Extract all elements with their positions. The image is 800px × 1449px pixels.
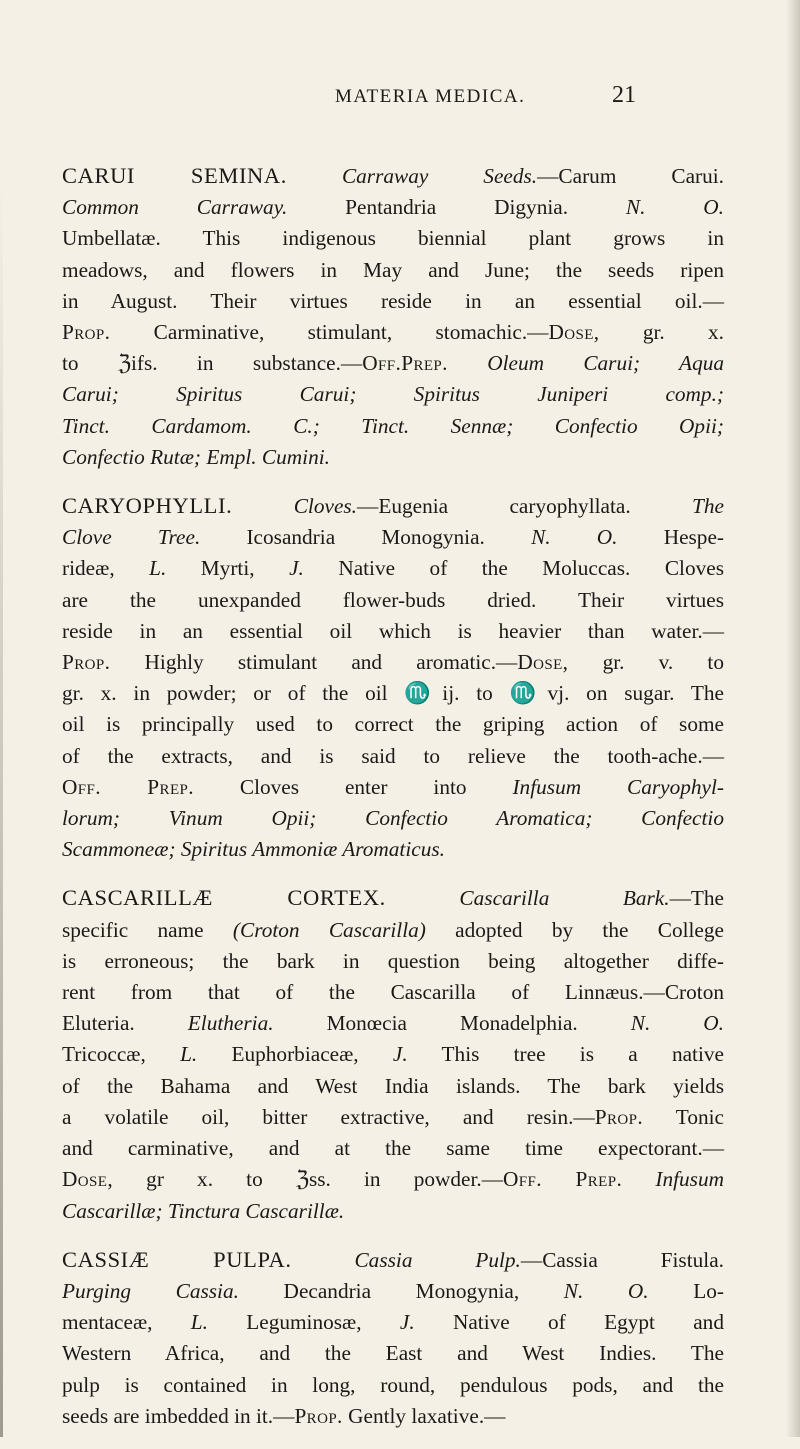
text-run: Hespe- — [617, 525, 725, 550]
entry-headword: CARYOPHYLLI. — [62, 493, 233, 519]
text-run: gr x. to ℨss. in powder.— — [113, 1167, 504, 1192]
text-run: Leguminosæ, — [207, 1310, 400, 1335]
text-line — [62, 223, 724, 254]
italic-text: N. O. — [563, 1278, 649, 1303]
text-line — [62, 678, 724, 709]
text-run — [287, 164, 342, 188]
text-line — [62, 411, 724, 442]
text-line — [62, 1071, 724, 1102]
text-line — [62, 1244, 724, 1276]
text-line — [62, 946, 724, 977]
entry-cassiae — [62, 1244, 724, 1432]
text-line — [62, 348, 724, 379]
text-run: reside in an essential oil which is heavier than water.— — [62, 618, 724, 643]
text-line — [62, 647, 724, 678]
text-run: Icosandria Monogynia. — [200, 525, 532, 550]
text-run — [622, 1167, 655, 1191]
italic-text: Elutheria. — [187, 1011, 274, 1036]
text-line — [62, 442, 724, 473]
italic-text: Scammoneæ; Spiritus Ammoniæ Aromaticus. — [62, 837, 445, 862]
text-line — [62, 585, 724, 616]
text-run: Native of the Moluccas. Cloves — [303, 556, 724, 581]
section-label: Dose, — [517, 650, 569, 675]
italic-text: Tinct. Cardamom. C.; Tinct. Sennæ; Confectio Opii; — [62, 413, 724, 438]
italic-text: Cloves. — [293, 494, 358, 519]
text-run: a volatile oil, bitter extractive, and resin.— — [62, 1104, 595, 1129]
italic-text: L. — [190, 1310, 208, 1335]
entry-cascarillae — [62, 882, 724, 1226]
section-label: Off.Prep. — [362, 351, 448, 376]
text-run: Euphorbiaceæ, — [197, 1042, 393, 1067]
text-line — [62, 490, 724, 522]
section-label: Prop. — [594, 1104, 644, 1129]
text-line — [62, 1307, 724, 1338]
italic-text: (Croton Cascarilla) — [232, 917, 426, 942]
text-line — [62, 1133, 724, 1164]
italic-text: Carraway Seeds. — [341, 164, 538, 188]
text-run: of the extracts, and is said to relieve the tooth-ache.— — [62, 743, 724, 768]
text-run — [386, 886, 460, 910]
text-run: gr. x. in powder; or of the oil ♏ij. to ♏vj. on sugar. The — [62, 681, 724, 706]
text-run: are the unexpanded flower-buds dried. Their virtues — [62, 587, 724, 612]
text-line — [62, 1102, 724, 1133]
text-line — [62, 834, 724, 865]
text-line — [62, 286, 724, 317]
text-line — [62, 709, 724, 740]
text-run: gr. v. to — [568, 650, 724, 675]
text-run: Monœcia Monadelphia. — [273, 1011, 631, 1036]
text-line — [62, 741, 724, 772]
text-run: of the Bahama and West India islands. The bark yields — [62, 1073, 724, 1098]
text-run: Tonic — [643, 1104, 724, 1129]
text-run: Lo- — [648, 1278, 724, 1303]
text-run: Gently laxative.— — [342, 1403, 506, 1428]
text-run: meadows, and flowers in May and June; the seeds ripen — [62, 257, 724, 282]
text-run: —Carum Carui. — [537, 164, 724, 188]
section-label: Prop. — [62, 320, 111, 345]
text-run: pulp is contained in long, round, pendulous pods, and the — [62, 1372, 724, 1397]
italic-text: N. O. — [625, 195, 724, 220]
text-run: to ℨifs. in substance.— — [62, 351, 363, 376]
italic-text: Cascarilla Bark. — [459, 886, 670, 911]
section-label: Prop. — [62, 650, 111, 675]
text-run: —Eugenia caryophyllata. — [357, 494, 693, 519]
text-line — [62, 1008, 724, 1039]
text-run: seeds are imbedded in it.— — [62, 1403, 295, 1428]
section-label: Off. Prep. — [62, 774, 194, 799]
text-line — [62, 1164, 724, 1195]
text-line — [62, 317, 724, 348]
text-run: Umbellatæ. This indigenous biennial plant grows in — [62, 226, 724, 251]
italic-text: Clove Tree. — [62, 525, 201, 550]
text-line — [62, 192, 724, 223]
text-run: Tricoccæ, — [62, 1042, 181, 1067]
italic-text: J. — [289, 556, 304, 581]
entry-headword: CASSIÆ PULPA. — [62, 1246, 292, 1272]
italic-text: N. O. — [630, 1011, 725, 1036]
text-run: Carminative, stimulant, stomachic.— — [110, 320, 549, 345]
page-number: 21 — [612, 82, 636, 108]
entry-carui — [62, 160, 724, 473]
text-run: gr. x. — [599, 320, 725, 345]
text-run: rideæ, — [62, 556, 150, 581]
text-run: Cloves enter into — [193, 774, 513, 799]
text-run: specific name — [62, 917, 233, 942]
italic-text: J. — [392, 1042, 408, 1067]
text-line — [62, 1196, 724, 1227]
text-line — [62, 882, 724, 914]
text-line — [62, 1370, 724, 1401]
text-run: Decandria Monogynia, — [238, 1278, 564, 1303]
section-label: Dose, — [62, 1167, 114, 1192]
text-line — [62, 1039, 724, 1070]
section-label: Dose, — [548, 320, 600, 345]
italic-text: Infusum Caryophyl- — [512, 774, 724, 799]
text-line — [62, 522, 724, 553]
text-run: —The — [669, 886, 725, 911]
text-run — [232, 494, 293, 518]
text-line — [62, 977, 724, 1008]
text-run: rent from that of the Cascarilla of Linnæus.—Croton — [62, 980, 724, 1005]
italic-text: Common Carraway. — [62, 195, 288, 220]
text-run: in August. Their virtues reside in an essential oil.— — [62, 288, 724, 313]
text-run: and carminative, and at the same time expectorant.— — [62, 1136, 724, 1161]
italic-text: J. — [399, 1310, 415, 1335]
text-run: oil is principally used to correct the griping action of some — [62, 712, 724, 737]
text-run: mentaceæ, — [62, 1310, 191, 1335]
italic-text: Purging Cassia. — [62, 1278, 239, 1303]
text-run: adopted by the College — [425, 917, 724, 942]
text-line — [62, 915, 724, 946]
text-line — [62, 803, 724, 834]
text-run: This tree is a native — [407, 1042, 724, 1067]
text-run: Highly stimulant and aromatic.— — [110, 650, 518, 675]
page-edge-shadow-left — [0, 180, 3, 1437]
text-run: —Cassia Fistula. — [520, 1247, 724, 1272]
text-run: Native of Egypt and — [414, 1310, 724, 1335]
text-run: Pentandria Digynia. — [287, 195, 626, 220]
text-line — [62, 1338, 724, 1369]
italic-text: The — [692, 494, 724, 519]
text-line — [62, 1401, 724, 1432]
text-run: is erroneous; the bark in question being altogether diffe- — [62, 948, 724, 973]
text-run — [292, 1248, 355, 1272]
running-title: MATERIA MEDICA. — [335, 86, 526, 107]
section-label: Off. Prep. — [503, 1167, 623, 1192]
italic-text: N. O. — [531, 525, 618, 550]
text-run: Western Africa, and the East and West Indies. The — [62, 1341, 724, 1366]
italic-text: L. — [180, 1042, 198, 1067]
body-text — [62, 160, 724, 1449]
running-head — [0, 82, 800, 116]
italic-text: Oleum Carui; Aqua — [487, 351, 725, 376]
page-edge-shadow-right — [786, 0, 800, 1437]
italic-text: Cascarillæ; Tinctura Cascarillæ. — [62, 1198, 345, 1223]
text-line — [62, 616, 724, 647]
text-run: Eluteria. — [62, 1011, 188, 1036]
text-line — [62, 160, 724, 192]
section-label: Prop. — [294, 1403, 343, 1428]
text-run — [448, 351, 487, 375]
text-line — [62, 772, 724, 803]
italic-text: Confectio Rutæ; Empl. Cumini. — [62, 444, 330, 469]
entry-caryophylli — [62, 490, 724, 865]
text-line — [62, 379, 724, 410]
text-line — [62, 1276, 724, 1307]
italic-text: Carui; Spiritus Carui; Spiritus Juniperi comp.; — [62, 382, 724, 407]
entry-headword: CASCARILLÆ CORTEX. — [62, 885, 386, 911]
entry-headword: CARUI SEMINA. — [62, 163, 287, 188]
text-run: Myrti, — [166, 556, 290, 581]
italic-text: lorum; Vinum Opii; Confectio Aromatica; Confectio — [62, 806, 724, 831]
text-line — [62, 255, 724, 286]
italic-text: L. — [149, 556, 167, 581]
text-line — [62, 553, 724, 584]
italic-text: Infusum — [655, 1167, 724, 1192]
italic-text: Cassia Pulp. — [354, 1247, 521, 1272]
